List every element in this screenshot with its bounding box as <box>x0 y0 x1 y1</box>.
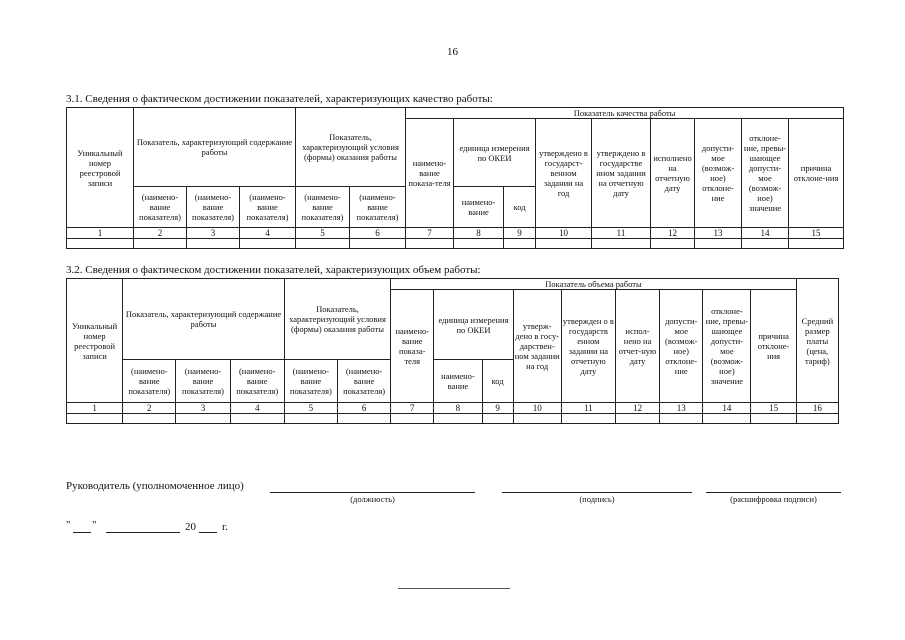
column-number: 13 <box>695 228 742 239</box>
sub-header: (наимено-вание показателя) <box>134 187 187 228</box>
volume-indicator-header: Показатель объема работы <box>391 279 797 290</box>
empty-cell[interactable] <box>789 239 844 249</box>
column-number: 9 <box>482 403 513 414</box>
position-field[interactable] <box>270 492 475 493</box>
over-deviation-header: отклоне-ние, превы-шающее допусти-мое (возмож-ное) значение <box>742 119 789 228</box>
sub-header: (наимено-вание показателя) <box>350 187 406 228</box>
empty-cell[interactable] <box>230 414 284 424</box>
column-number: 5 <box>296 228 350 239</box>
column-number: 4 <box>240 228 296 239</box>
column-number: 13 <box>660 403 703 414</box>
empty-cell[interactable] <box>454 239 504 249</box>
column-number: 1 <box>67 228 134 239</box>
empty-cell[interactable] <box>67 239 134 249</box>
section-1-title: 3.1. Сведения о фактическом достижении показателей, характеризующих качество работы: <box>66 93 493 105</box>
sub-header: (наимено-вание показателя) <box>123 360 176 403</box>
column-number: 12 <box>651 228 695 239</box>
unit-code-header: код <box>504 187 536 228</box>
signature-caption: (подпись) <box>579 494 615 504</box>
quality-table <box>66 107 844 249</box>
column-number: 4 <box>230 403 284 414</box>
column-number: 16 <box>796 403 838 414</box>
signature-label: Руководитель (уполномоченное лицо) <box>66 480 244 492</box>
unit-name-header: наимено-вание <box>434 360 482 403</box>
column-number: 6 <box>338 403 391 414</box>
empty-cell[interactable] <box>695 239 742 249</box>
empty-cell[interactable] <box>176 414 230 424</box>
unit-code-header: код <box>482 360 513 403</box>
column-number-row <box>67 228 844 239</box>
year-field[interactable] <box>199 532 217 533</box>
column-number: 2 <box>134 228 187 239</box>
sub-header: (наимено-вание показателя) <box>230 360 284 403</box>
sub-header: (наимено-вание показателя) <box>240 187 296 228</box>
day-field[interactable] <box>73 532 91 533</box>
empty-cell[interactable] <box>592 239 651 249</box>
sub-header: (наимено-вание показателя) <box>338 360 391 403</box>
column-number: 5 <box>284 403 337 414</box>
signature-decode-caption: (расшифровка подписи) <box>730 494 817 504</box>
column-number: 11 <box>561 403 615 414</box>
reason-header: причина отклоне-ния <box>751 290 796 403</box>
empty-cell[interactable] <box>513 414 561 424</box>
sub-header: (наимено-вание показателя) <box>187 187 240 228</box>
empty-cell[interactable] <box>67 414 123 424</box>
approved-year-header: утверж-дено в госу-дарствен-ном задании на год <box>513 290 561 403</box>
empty-cell[interactable] <box>482 414 513 424</box>
empty-cell[interactable] <box>284 414 337 424</box>
column-number: 8 <box>434 403 482 414</box>
date-open-quote: " <box>66 519 71 531</box>
approved-date-header: утверждено в государстве нном задании на отчетную дату <box>592 119 651 228</box>
registry-header: Уникальный номер реестровой записи <box>67 108 134 228</box>
empty-cell[interactable] <box>660 414 703 424</box>
unit-name-header: наимено-вание <box>454 187 504 228</box>
empty-cell[interactable] <box>796 414 838 424</box>
unit-header: единица измерения по ОКЕИ <box>434 290 513 360</box>
empty-cell[interactable] <box>406 239 454 249</box>
volume-table <box>66 278 839 424</box>
column-number: 14 <box>703 403 751 414</box>
content-indicator-header: Показатель, характеризующий содержание работы <box>134 108 296 187</box>
indicator-name-header: наимено-вание показа-теля <box>391 290 434 403</box>
empty-cell[interactable] <box>187 239 240 249</box>
allowed-deviation-header: допусти-мое (возмож-ное) отклоне-ние <box>695 119 742 228</box>
conditions-indicator-header: Показатель, характеризующий условия (формы) оказания работы <box>284 279 390 360</box>
date-close-quote: " <box>92 519 97 531</box>
quality-indicator-header: Показатель качества работы <box>406 108 844 119</box>
empty-cell[interactable] <box>616 414 660 424</box>
indicator-name-header: наимено-вание показа-теля <box>406 119 454 228</box>
empty-cell[interactable] <box>504 239 536 249</box>
executed-header: испол-нено на отчет-ную дату <box>616 290 660 403</box>
empty-cell[interactable] <box>703 414 751 424</box>
content-indicator-header: Показатель, характеризующий содержание работы <box>123 279 285 360</box>
column-number: 2 <box>123 403 176 414</box>
empty-cell[interactable] <box>240 239 296 249</box>
section-2-title: 3.2. Сведения о фактическом достижении показателей, характеризующих объем работы: <box>66 264 481 276</box>
empty-cell[interactable] <box>134 239 187 249</box>
column-number: 8 <box>454 228 504 239</box>
column-number: 10 <box>513 403 561 414</box>
signature-field[interactable] <box>502 492 692 493</box>
empty-cell[interactable] <box>742 239 789 249</box>
empty-cell[interactable] <box>561 414 615 424</box>
empty-cell[interactable] <box>536 239 592 249</box>
empty-cell[interactable] <box>350 239 406 249</box>
column-number: 9 <box>504 228 536 239</box>
approved-year-header: утверждено в государст-венном задании на год <box>536 119 592 228</box>
column-number: 7 <box>391 403 434 414</box>
allowed-deviation-header: допусти-мое (возмож-ное) отклоне-ние <box>660 290 703 403</box>
table-row <box>67 414 839 424</box>
signature-decode-field[interactable] <box>706 492 841 493</box>
executed-header: исполнено на отчетную дату <box>651 119 695 228</box>
footnote-separator <box>398 588 510 589</box>
column-number: 15 <box>789 228 844 239</box>
empty-cell[interactable] <box>434 414 482 424</box>
column-number-row <box>67 403 839 414</box>
column-number: 6 <box>350 228 406 239</box>
month-field[interactable] <box>106 532 180 533</box>
table-row <box>67 239 844 249</box>
sub-header: (наимено-вание показателя) <box>296 187 350 228</box>
conditions-indicator-header: Показатель, характеризующий условия (формы) оказания работы <box>296 108 406 187</box>
empty-cell[interactable] <box>123 414 176 424</box>
registry-header: Уникальный номер реестровой записи <box>67 279 123 403</box>
column-number: 15 <box>751 403 796 414</box>
position-caption: (должность) <box>350 494 395 504</box>
empty-cell[interactable] <box>296 239 350 249</box>
column-number: 10 <box>536 228 592 239</box>
approved-date-header: утвержден о в государств енном задании на отчетную дату <box>561 290 615 403</box>
column-number: 1 <box>67 403 123 414</box>
column-number: 3 <box>176 403 230 414</box>
over-deviation-header: отклоне-ние, превы-шающее допусти-мое (возмож-ное) значение <box>703 290 751 403</box>
empty-cell[interactable] <box>391 414 434 424</box>
column-number: 3 <box>187 228 240 239</box>
column-number: 14 <box>742 228 789 239</box>
year-prefix: 20 <box>185 521 196 533</box>
empty-cell[interactable] <box>651 239 695 249</box>
reason-header: причина отклоне-ния <box>789 119 844 228</box>
page-number: 16 <box>447 46 458 58</box>
year-suffix: г. <box>222 521 229 533</box>
unit-header: единица измерения по ОКЕИ <box>454 119 536 187</box>
average-fee-header: Средний размер платы (цена, тариф) <box>796 279 838 403</box>
column-number: 11 <box>592 228 651 239</box>
column-number: 12 <box>616 403 660 414</box>
empty-cell[interactable] <box>751 414 796 424</box>
empty-cell[interactable] <box>338 414 391 424</box>
column-number: 7 <box>406 228 454 239</box>
sub-header: (наимено-вание показателя) <box>176 360 230 403</box>
sub-header: (наимено-вание показателя) <box>284 360 337 403</box>
